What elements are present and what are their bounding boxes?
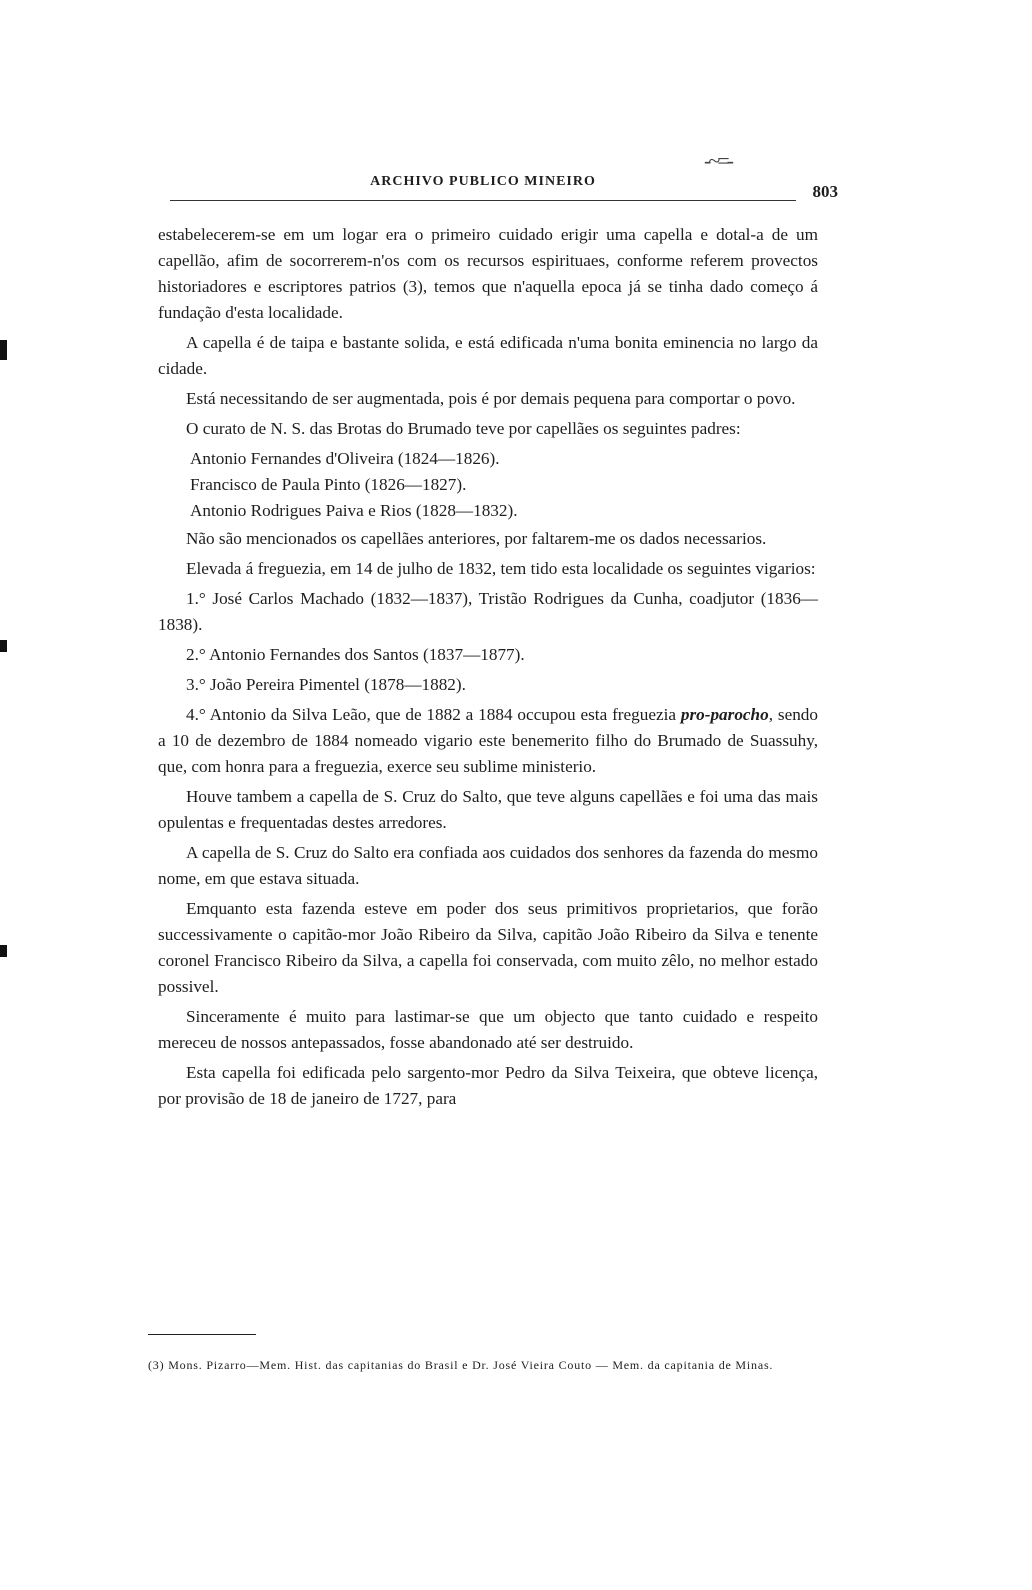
scan-edge-mark xyxy=(0,945,7,957)
chaplain-list xyxy=(158,446,818,524)
paragraph: A capella é de taipa e bastante solida, e está edificada n'uma bonita eminencia no largo da cidade. xyxy=(158,333,818,378)
vicar-4-text: 4.° Antonio da Silva Leão, que de 1882 a 1884 occupou esta freguezia xyxy=(186,705,681,724)
list-item: Antonio Fernandes d'Oliveira (1824—1826). xyxy=(190,449,500,468)
paragraph: Emquanto esta fazenda esteve em poder dos seus primitivos proprietarios, que forão successivamente o capitão-mor João Ribeiro da Silva, capitão João Ribeiro da Silva e tenente coronel Francisco Ribeiro da Silva, a capella foi conservada, com muito zêlo, no melhor estado possivel. xyxy=(158,899,818,996)
paragraph: Não são mencionados os capellães anteriores, por faltarem-me os dados necessarios. xyxy=(186,529,767,548)
vicar-4-text-cont: , sendo a 10 de dezembro de 1884 nomeado vigario este benemerito filho do Brumado de Suassuhy, que, com honra para a freguezia, exerce seu sublime ministerio. xyxy=(158,705,818,776)
paragraph: Esta capella foi edificada pelo sargento-mor Pedro da Silva Teixeira, que obteve licença, por provisão de 18 de janeiro de 1727, para xyxy=(158,1063,818,1108)
page-header xyxy=(170,172,838,201)
body-text xyxy=(158,222,818,1116)
paragraph: Sinceramente é muito para lastimar-se que um objecto que tanto cuidado e respeito mereceu de nossos antepassados, fosse abandonado até ser destruido. xyxy=(158,1007,818,1052)
running-head: ARCHIVO PUBLICO MINEIRO xyxy=(370,174,596,189)
pro-parocho-term: pro-parocho xyxy=(680,705,769,724)
paragraph xyxy=(158,702,818,780)
paragraph: Houve tambem a capella de S. Cruz do Salto, que teve alguns capellães e foi uma das mais opulentas e frequentadas destes arredores. xyxy=(158,787,818,832)
scan-edge-mark xyxy=(0,340,7,360)
footnote-rule xyxy=(148,1334,256,1335)
paragraph: estabelecerem-se em um logar era o primeiro cuidado erigir uma capella e dotal-a de um capellão, afim de socorrerem-n'os com os recursos espirituaes, conforme referem provectos historiadores e escriptores patrios (3), temos que n'aquella epoca já se tinha dado começo á fundação d'esta localidade. xyxy=(158,225,818,322)
scan-edge-mark xyxy=(0,640,7,652)
list-item: Francisco de Paula Pinto (1826—1827). xyxy=(190,475,467,494)
footnote: (3) Mons. Pizarro—Mem. Hist. das capitanias do Brasil e Dr. José Vieira Couto — Mem. da capitania de Minas. xyxy=(148,1358,774,1372)
paragraph: O curato de N. S. das Brotas do Brumado teve por capellães os seguintes padres: xyxy=(186,419,741,438)
paragraph: Está necessitando de ser augmentada, pois é por demais pequena para comportar o povo. xyxy=(186,389,796,408)
paragraph: 2.° Antonio Fernandes dos Santos (1837—1877). xyxy=(186,645,525,664)
paragraph: Elevada á freguezia, em 14 de julho de 1832, tem tido esta localidade os seguintes vigarios: xyxy=(186,559,816,578)
list-item: Antonio Rodrigues Paiva e Rios (1828—1832). xyxy=(190,501,518,520)
ornament-icon: -~=- xyxy=(704,148,731,173)
paragraph: A capella de S. Cruz do Salto era confiada aos cuidados dos senhores da fazenda do mesmo nome, em que estava situada. xyxy=(158,843,818,888)
page-number: 803 xyxy=(812,182,838,201)
paragraph: 1.° José Carlos Machado (1832—1837), Tristão Rodrigues da Cunha, coadjutor (1836—1838). xyxy=(158,589,818,634)
paragraph: 3.° João Pereira Pimentel (1878—1882). xyxy=(186,675,466,694)
